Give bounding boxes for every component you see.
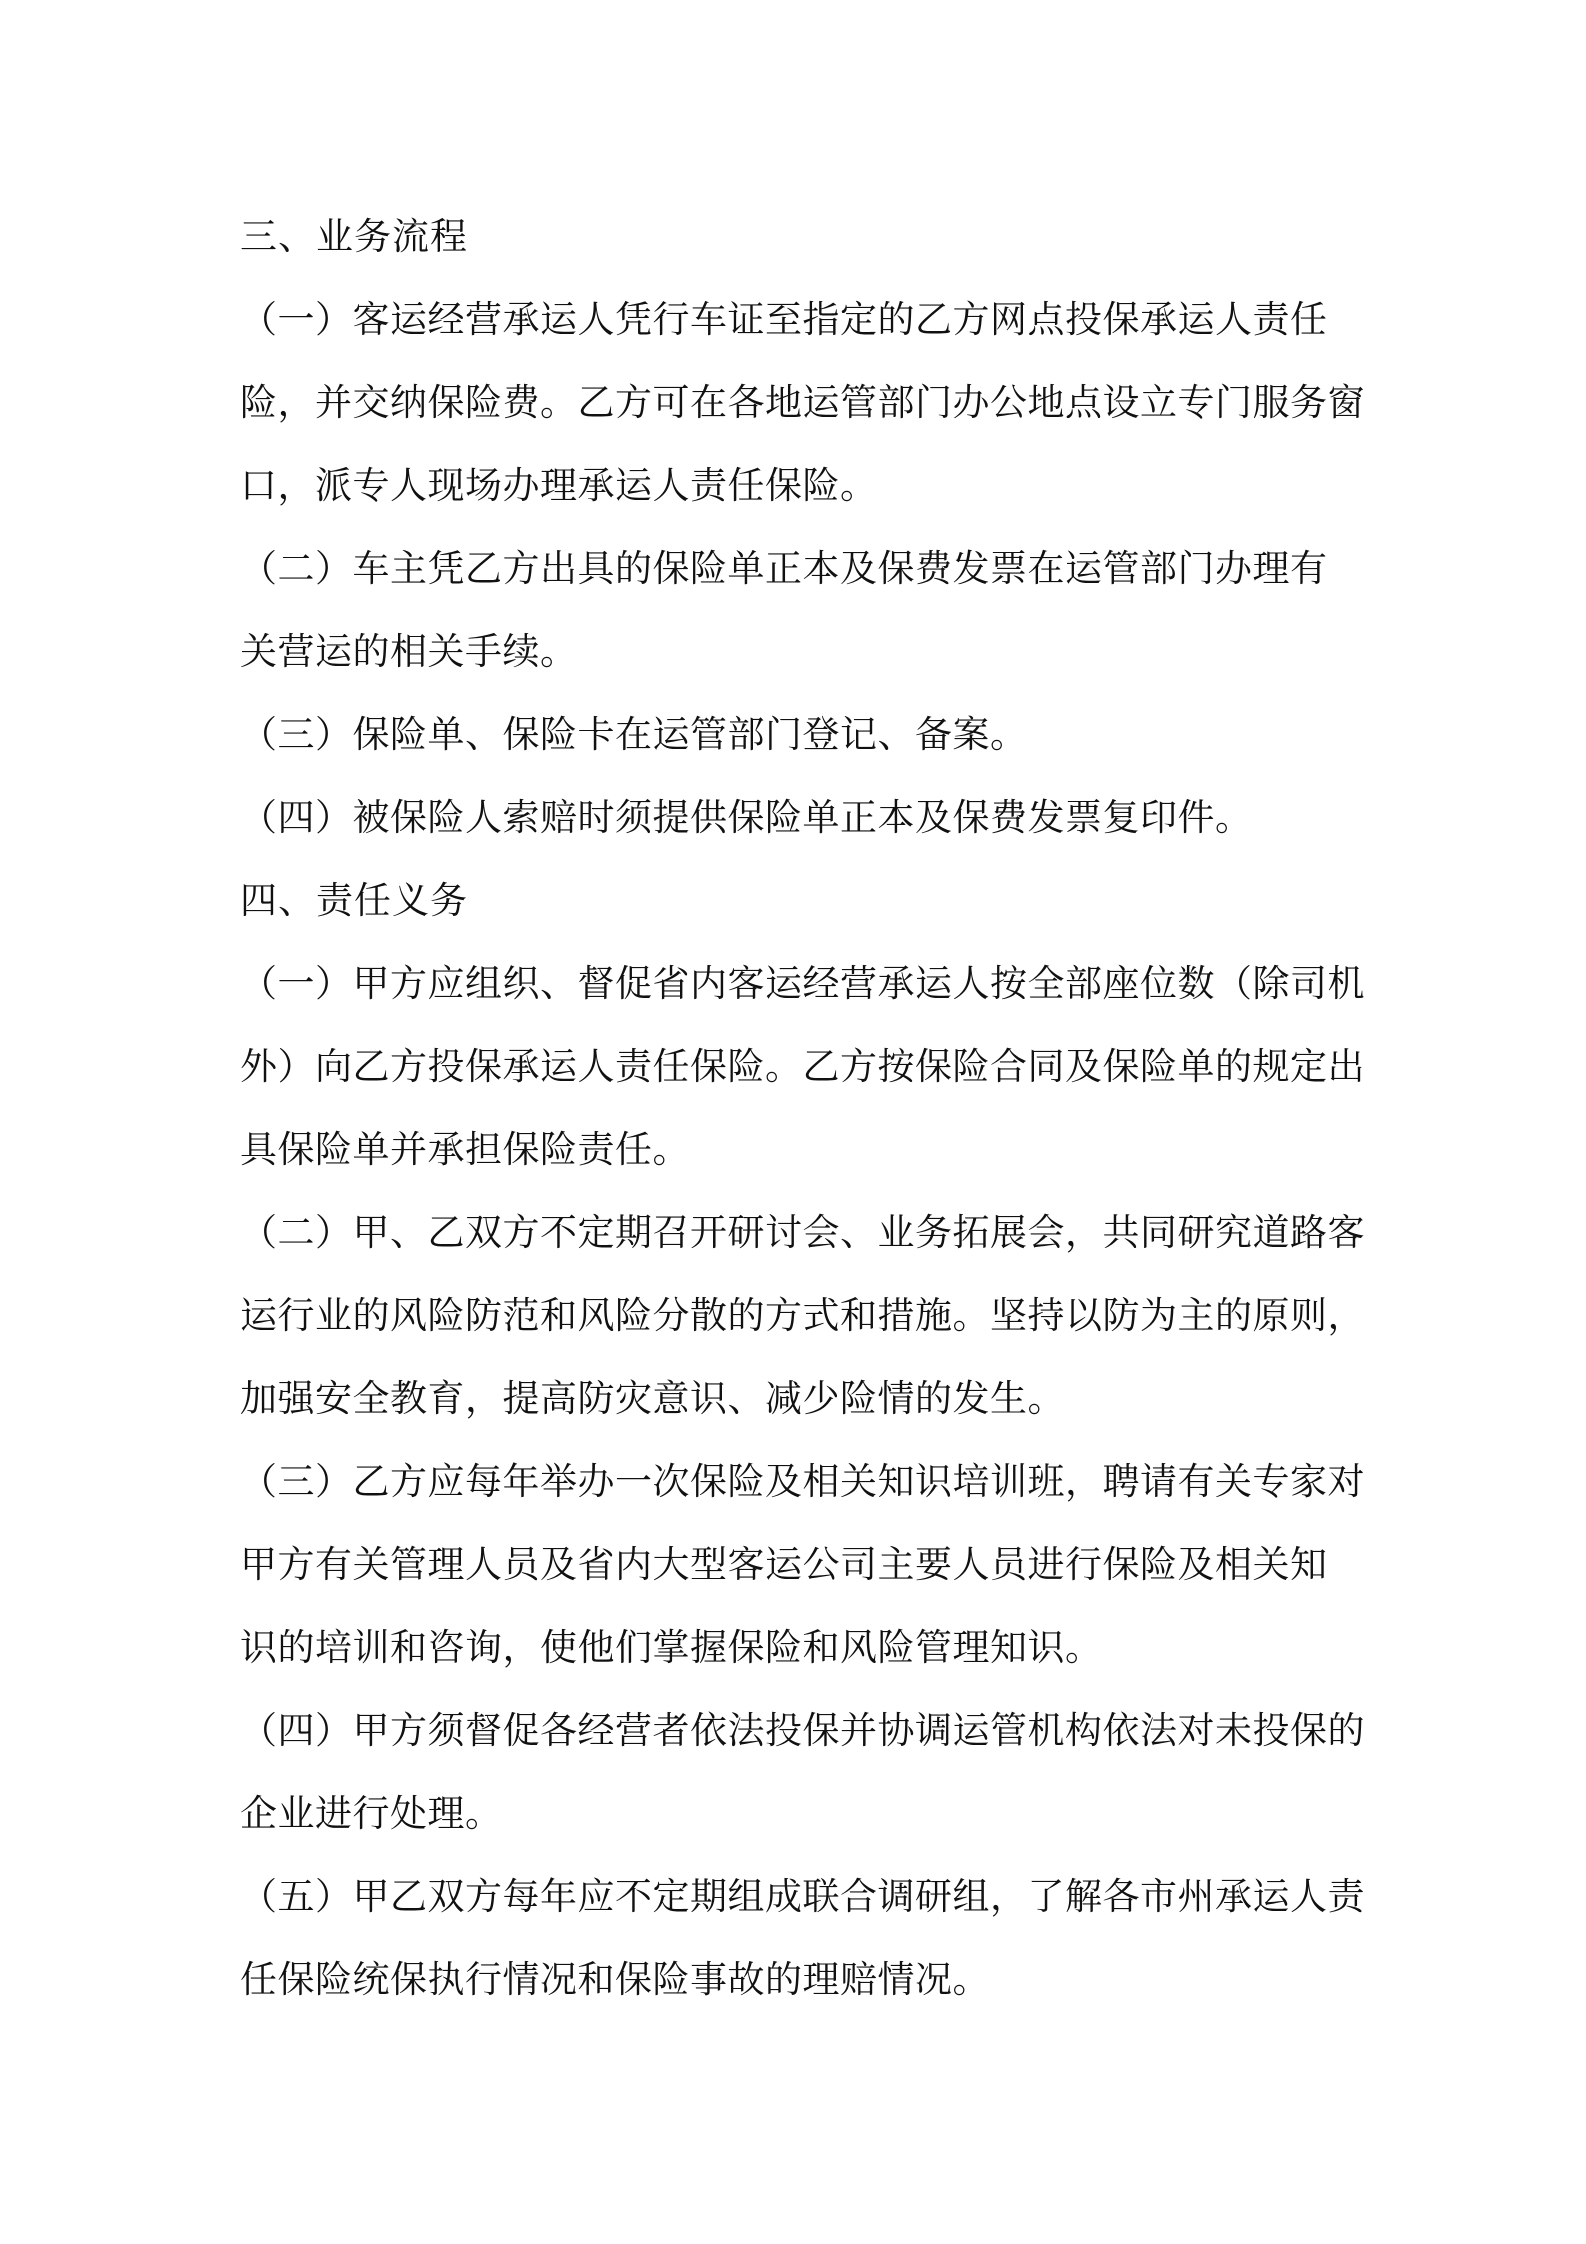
- paragraph-line: 关营运的相关手续。: [240, 630, 578, 673]
- paragraph-line: （四）甲方须督促各经营者依法投保并协调运管机构依法对未投保的: [240, 1709, 1365, 1752]
- paragraph-3-1: [240, 278, 1365, 527]
- paragraph-line: 甲方有关管理人员及省内大型客运公司主要人员进行保险及相关知: [240, 1543, 1328, 1586]
- paragraph-line: （三）保险单、保险卡在运管部门登记、备案。: [240, 713, 1028, 756]
- paragraph-line: 任保险统保执行情况和保险事故的理赔情况。: [240, 1958, 990, 2001]
- paragraph-line: 运行业的风险防范和风险分散的方式和措施。坚持以防为主的原则，: [240, 1294, 1365, 1337]
- section-heading-responsibilities: 四、责任义务: [240, 879, 468, 922]
- paragraph-4-1: [240, 942, 1365, 1191]
- paragraph-4-3: [240, 1440, 1365, 1689]
- paragraph-line: 加强安全教育，提高防灾意识、减少险情的发生。: [240, 1377, 1065, 1420]
- paragraph-line: （二）车主凭乙方出具的保险单正本及保费发票在运管部门办理有: [240, 547, 1328, 590]
- paragraph-line: （五）甲乙双方每年应不定期组成联合调研组，了解各市州承运人责: [240, 1875, 1365, 1918]
- paragraph-line: （二）甲、乙双方不定期召开研讨会、业务拓展会，共同研究道路客: [240, 1211, 1365, 1254]
- document-body: [240, 195, 1365, 2021]
- paragraph-line: 险，并交纳保险费。乙方可在各地运管部门办公地点设立专门服务窗: [240, 381, 1365, 424]
- paragraph-3-3: [240, 693, 1360, 776]
- paragraph-4-4: [240, 1689, 1365, 1855]
- paragraph-3-4: [240, 776, 1360, 859]
- paragraph-line: 外）向乙方投保承运人责任保险。乙方按保险合同及保险单的规定出: [240, 1045, 1365, 1088]
- paragraph-line: 口，派专人现场办理承运人责任保险。: [240, 464, 878, 507]
- paragraph-4-5: [240, 1855, 1365, 2021]
- paragraph-line: 具保险单并承担保险责任。: [240, 1128, 690, 1171]
- paragraph-line: （三）乙方应每年举办一次保险及相关知识培训班，聘请有关专家对: [240, 1460, 1365, 1503]
- paragraph-line: （一）甲方应组织、督促省内客运经营承运人按全部座位数（除司机: [240, 962, 1365, 1005]
- paragraph-line: 企业进行处理。: [240, 1792, 503, 1835]
- paragraph-4-2: [240, 1191, 1365, 1440]
- paragraph-line: 识的培训和咨询，使他们掌握保险和风险管理知识。: [240, 1626, 1103, 1669]
- section-heading-business-process: 三、业务流程: [240, 215, 468, 258]
- paragraph-line: （一）客运经营承运人凭行车证至指定的乙方网点投保承运人责任: [240, 298, 1328, 341]
- paragraph-3-2: [240, 527, 1360, 693]
- paragraph-line: （四）被保险人索赔时须提供保险单正本及保费发票复印件。: [240, 796, 1253, 839]
